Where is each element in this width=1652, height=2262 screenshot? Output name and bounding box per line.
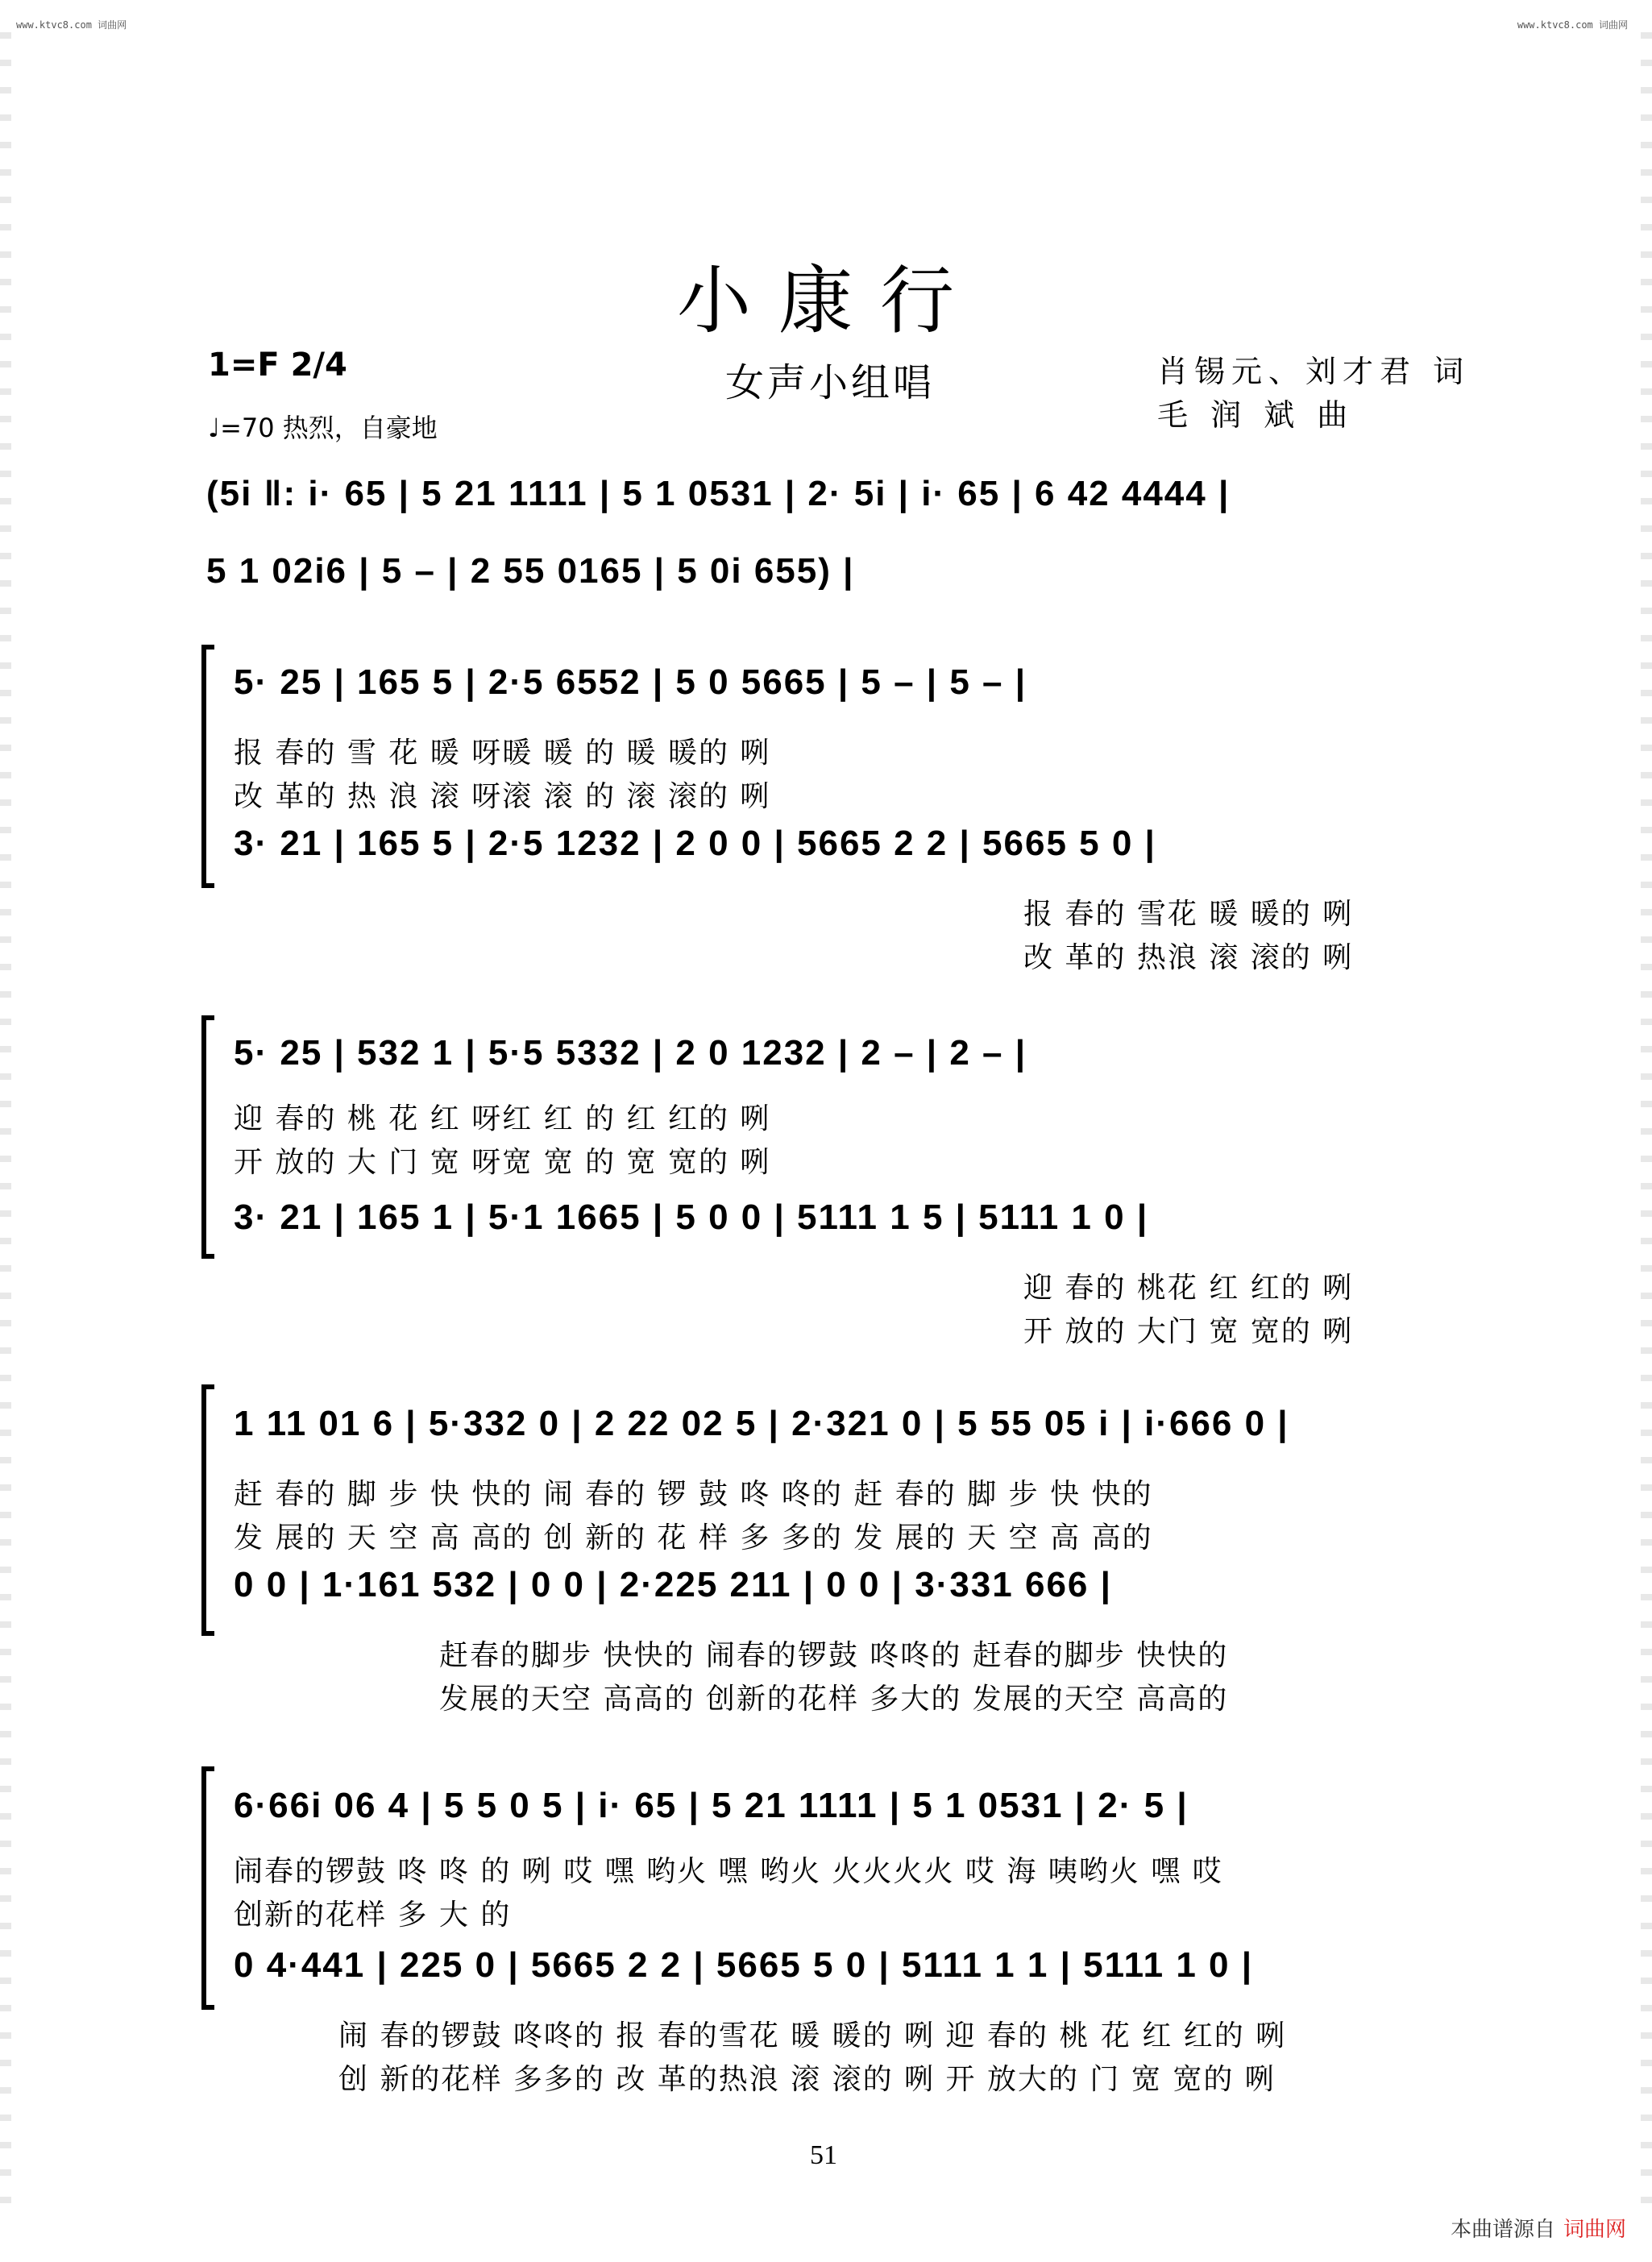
- performance-type: 女声小组唱: [725, 360, 936, 405]
- lyricist-credit: 肖锡元、刘才君 词: [1157, 354, 1471, 389]
- system1-lower-lyric-verse1: 报 春的 雪花 暖 暖的 咧: [1023, 898, 1354, 931]
- system2-lower-notes: 3· 21 | 165 1 | 5·1 1665 | 5 0 0 | 5111 1 5 | 5111 1 0 |: [234, 1197, 1149, 1237]
- system3-lower-lyric-verse1: 赶春的脚步 快快的 闹春的锣鼓 咚咚的 赶春的脚步 快快的: [439, 1639, 1229, 1672]
- intro-line-1: (5i ‖: i· 65 | 5 21 1111 | 5 1 0531 | 2· 5i | i· 65 | 6 42 4444 |: [206, 474, 1231, 513]
- system2-lower-lyric-verse2: 开 放的 大门 宽 宽的 咧: [1023, 1315, 1354, 1348]
- system2-lyric-verse2: 开 放的 大 门 宽 呀宽 宽 的 宽 宽的 咧: [234, 1146, 771, 1179]
- footer-brand-link[interactable]: 词曲网: [1563, 2218, 1627, 2242]
- system2-upper-notes: 5· 25 | 532 1 | 5·5 5332 | 2 0 1232 | 2 – | 2 – |: [234, 1033, 1027, 1073]
- system1-lyric-verse1: 报 春的 雪 花 暖 呀暖 暖 的 暖 暖的 咧: [234, 737, 771, 770]
- intro-line-2: 5 1 02i6 | 5 – | 2 55 0165 | 5 0i 655) |: [206, 551, 855, 591]
- site-watermark-left: www.ktvc8.com 词曲网: [16, 19, 127, 31]
- site-watermark-right: www.ktvc8.com 词曲网: [1517, 19, 1628, 31]
- system3-lyric-verse2: 发 展的 天 空 高 高的 创 新的 花 样 多 多的 发 展的 天 空 高 高的: [234, 1521, 1153, 1554]
- system-brace-2: [201, 1015, 214, 1259]
- system-brace-3: [201, 1384, 214, 1636]
- system4-upper-notes: 6·66i 06 4 | 5 5 0 5 | i· 65 | 5 21 1111 | 5 1 0531 | 2· 5 |: [234, 1786, 1189, 1825]
- system4-lower-lyric-verse1: 闹 春的锣鼓 咚咚的 报 春的雪花 暖 暖的 咧 迎 春的 桃 花 红 红的 咧: [338, 2019, 1287, 2052]
- system-brace-4: [201, 1766, 214, 2010]
- system3-lower-notes: 0 0 | 1·161 532 | 0 0 | 2·225 211 | 0 0 | 3·331 666 |: [234, 1565, 1112, 1604]
- system3-lyric-verse1: 赶 春的 脚 步 快 快的 闹 春的 锣 鼓 咚 咚的 赶 春的 脚 步 快 快的: [234, 1478, 1153, 1511]
- song-title: 小康行: [677, 258, 982, 344]
- system4-lower-notes: 0 4·441 | 225 0 | 5665 2 2 | 5665 5 0 | 5111 1 1 | 5111 1 0 |: [234, 1945, 1254, 1985]
- page-number: 51: [810, 2140, 837, 2170]
- system1-lower-lyric-verse2: 改 革的 热浪 滚 滚的 咧: [1023, 941, 1354, 974]
- footer-source-text: 本曲谱源自: [1451, 2218, 1556, 2242]
- system2-lyric-verse1: 迎 春的 桃 花 红 呀红 红 的 红 红的 咧: [234, 1102, 771, 1135]
- system-brace-1: [201, 645, 214, 888]
- system1-upper-notes: 5· 25 | 165 5 | 2·5 6552 | 5 0 5665 | 5 – | 5 – |: [234, 662, 1027, 702]
- system1-lower-notes: 3· 21 | 165 5 | 2·5 1232 | 2 0 0 | 5665 2 2 | 5665 5 0 |: [234, 824, 1156, 863]
- tempo-marking: ♩=70 热烈，自豪地: [208, 413, 438, 443]
- left-margin-watermark: [0, 32, 11, 2208]
- system2-lower-lyric-verse1: 迎 春的 桃花 红 红的 咧: [1023, 1272, 1354, 1305]
- right-margin-watermark: [1641, 32, 1652, 2208]
- system3-lower-lyric-verse2: 发展的天空 高高的 创新的花样 多大的 发展的天空 高高的: [439, 1683, 1229, 1716]
- composer-credit: 毛 润 斌 曲: [1157, 397, 1355, 433]
- system1-lyric-verse2: 改 革的 热 浪 滚 呀滚 滚 的 滚 滚的 咧: [234, 780, 771, 813]
- system4-lyric-verse1: 闹春的锣鼓 咚 咚 的 咧 哎 嘿 哟火 嘿 哟火 火火火火 哎 海 咦哟火 嘿 哎: [234, 1855, 1223, 1888]
- system4-lyric-verse2: 创新的花样 多 大 的: [234, 1899, 512, 1932]
- key-signature: 1=F 2/4: [208, 347, 347, 384]
- system4-lower-lyric-verse2: 创 新的花样 多多的 改 革的热浪 滚 滚的 咧 开 放大的 门 宽 宽的 咧: [338, 2063, 1276, 2096]
- system3-upper-notes: 1 11 01 6 | 5·332 0 | 2 22 02 5 | 2·321 0 | 5 55 05 i | i·666 0 |: [234, 1404, 1289, 1443]
